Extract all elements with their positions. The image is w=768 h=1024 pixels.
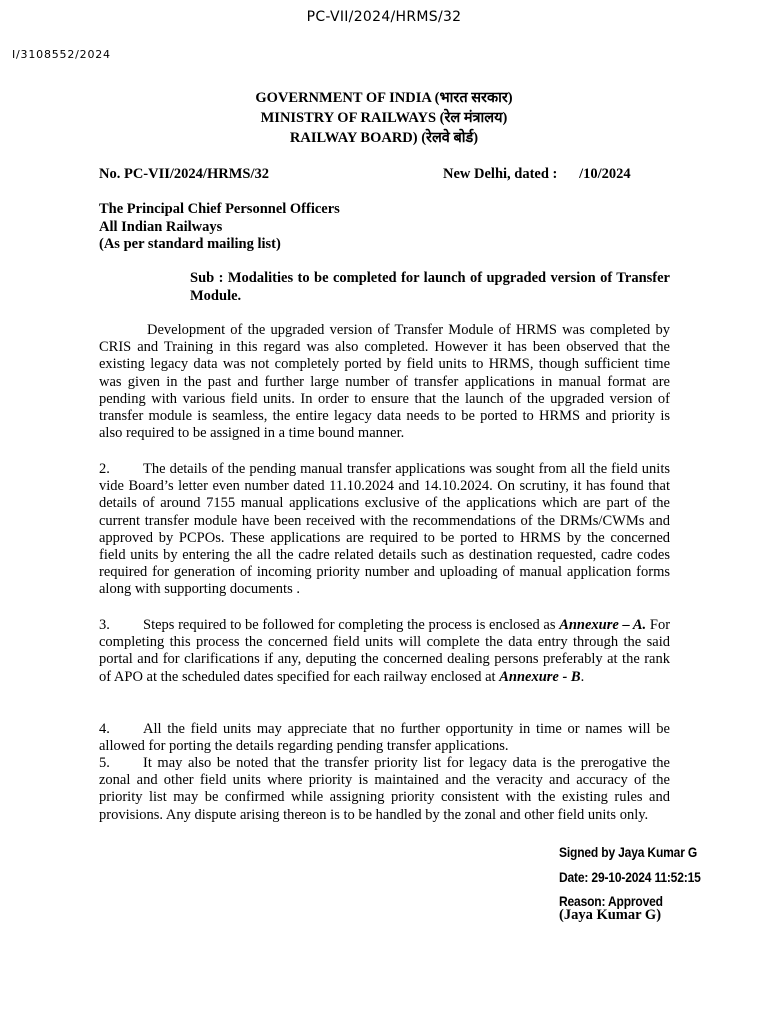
letterhead	[0, 88, 768, 148]
digital-signature-block	[559, 840, 701, 914]
signatory-name: (Jaya Kumar G)	[559, 907, 662, 923]
paragraph-3-number: 3.	[99, 617, 110, 633]
paragraph-5	[99, 755, 670, 824]
letter-number-line	[99, 166, 674, 183]
annexure-a-reference: Annexure – A.	[559, 617, 647, 633]
paragraph-3-text-b: For completing this process the concerned field units will complete the data entry through the said portal and for clarifications if any, deputing the concerned dealing persons preferably at the rank of APO at the scheduled dates specified for each railway enclosed at	[99, 617, 671, 685]
letterhead-government: GOVERNMENT OF INDIA (भारत सरकार)	[255, 90, 513, 106]
paragraph-3-text-a: Steps required to be followed for completing the process is enclosed as	[143, 617, 556, 633]
addressee	[99, 201, 340, 254]
paragraph-4	[99, 721, 670, 755]
paragraph-1	[99, 322, 670, 442]
paragraph-2-number: 2.	[99, 461, 110, 477]
paragraph-5-number: 5.	[99, 755, 110, 771]
paragraph-2	[99, 461, 670, 599]
letter-number: No. PC-VII/2024/HRMS/32	[99, 166, 269, 182]
signature-reason: Reason: Approved	[559, 893, 663, 909]
letter-date: New Delhi, dated : /10/2024	[443, 166, 631, 182]
letterhead-ministry: MINISTRY OF RAILWAYS (रेल मंत्रालय)	[260, 110, 508, 126]
header-reference: PC-VII/2024/HRMS/32	[306, 9, 462, 25]
paragraph-5-text: It may also be noted that the transfer priority list for legacy data is the prerogative the zonal and other field units where priority is maintained and the veracity and accuracy of the priority list may be confirmed while assigning priority consistent with the existing rules and provisions. Any dispute arising thereon is to be handled by the zonal and other field units only.	[99, 755, 670, 823]
paragraph-1-text: Development of the upgraded version of Transfer Module of HRMS was completed by CRIS and Training in this regard was also completed. However it has been observed that the existing legacy data was not completely ported by field units to HRMS, though sufficient time was given in the past and further large number of transfer applications in manual format are pending with various field units. In order to ensure that the launch of the upgraded version of transfer module is seamless, the entire legacy data needs to be ported to HRMS and priority is also required to be assigned in a time bound manner.	[99, 322, 670, 442]
letterhead-board: RAILWAY BOARD) (रेलवे बोर्ड)	[289, 130, 479, 146]
addressee-line-2: All Indian Railways	[99, 218, 223, 235]
paragraph-2-text: The details of the pending manual transfer applications was sought from all the field units vide Board’s letter even number dated 11.10.2024 and 14.10.2024. On scrutiny, it has found that details of around 7155 manual applications exclusive of the applications which are part of the current transfer module have been received with the recommendations of the DRMs/CWMs and approved by PCPOs. These applications are required to be ported to HRMS by the concerned field units by entering the all the cadre related details such as destination requested, cadre codes required for generation of incoming priority number and uploading of manual application forms along with supporting documents .	[99, 461, 670, 598]
signature-date: Date: 29-10-2024 11:52:15	[559, 868, 701, 885]
paragraph-4-number: 4.	[99, 721, 110, 737]
file-reference: I/3108552/2024	[12, 48, 111, 61]
paragraph-4-text: All the field units may appreciate that no further opportunity in time or names will be allowed for porting the details regarding pending transfer applications.	[99, 721, 670, 755]
addressee-line-3: (As per standard mailing list)	[99, 236, 281, 252]
addressee-line-1: The Principal Chief Personnel Officers	[99, 201, 340, 217]
annexure-b-reference: Annexure - B	[499, 668, 581, 685]
paragraph-3	[99, 617, 670, 686]
subject: Sub : Modalities to be completed for launch of upgraded version of Transfer Module.	[190, 270, 670, 304]
paragraph-3-end: .	[580, 668, 585, 685]
signed-by: Signed by Jaya Kumar G	[559, 844, 698, 860]
